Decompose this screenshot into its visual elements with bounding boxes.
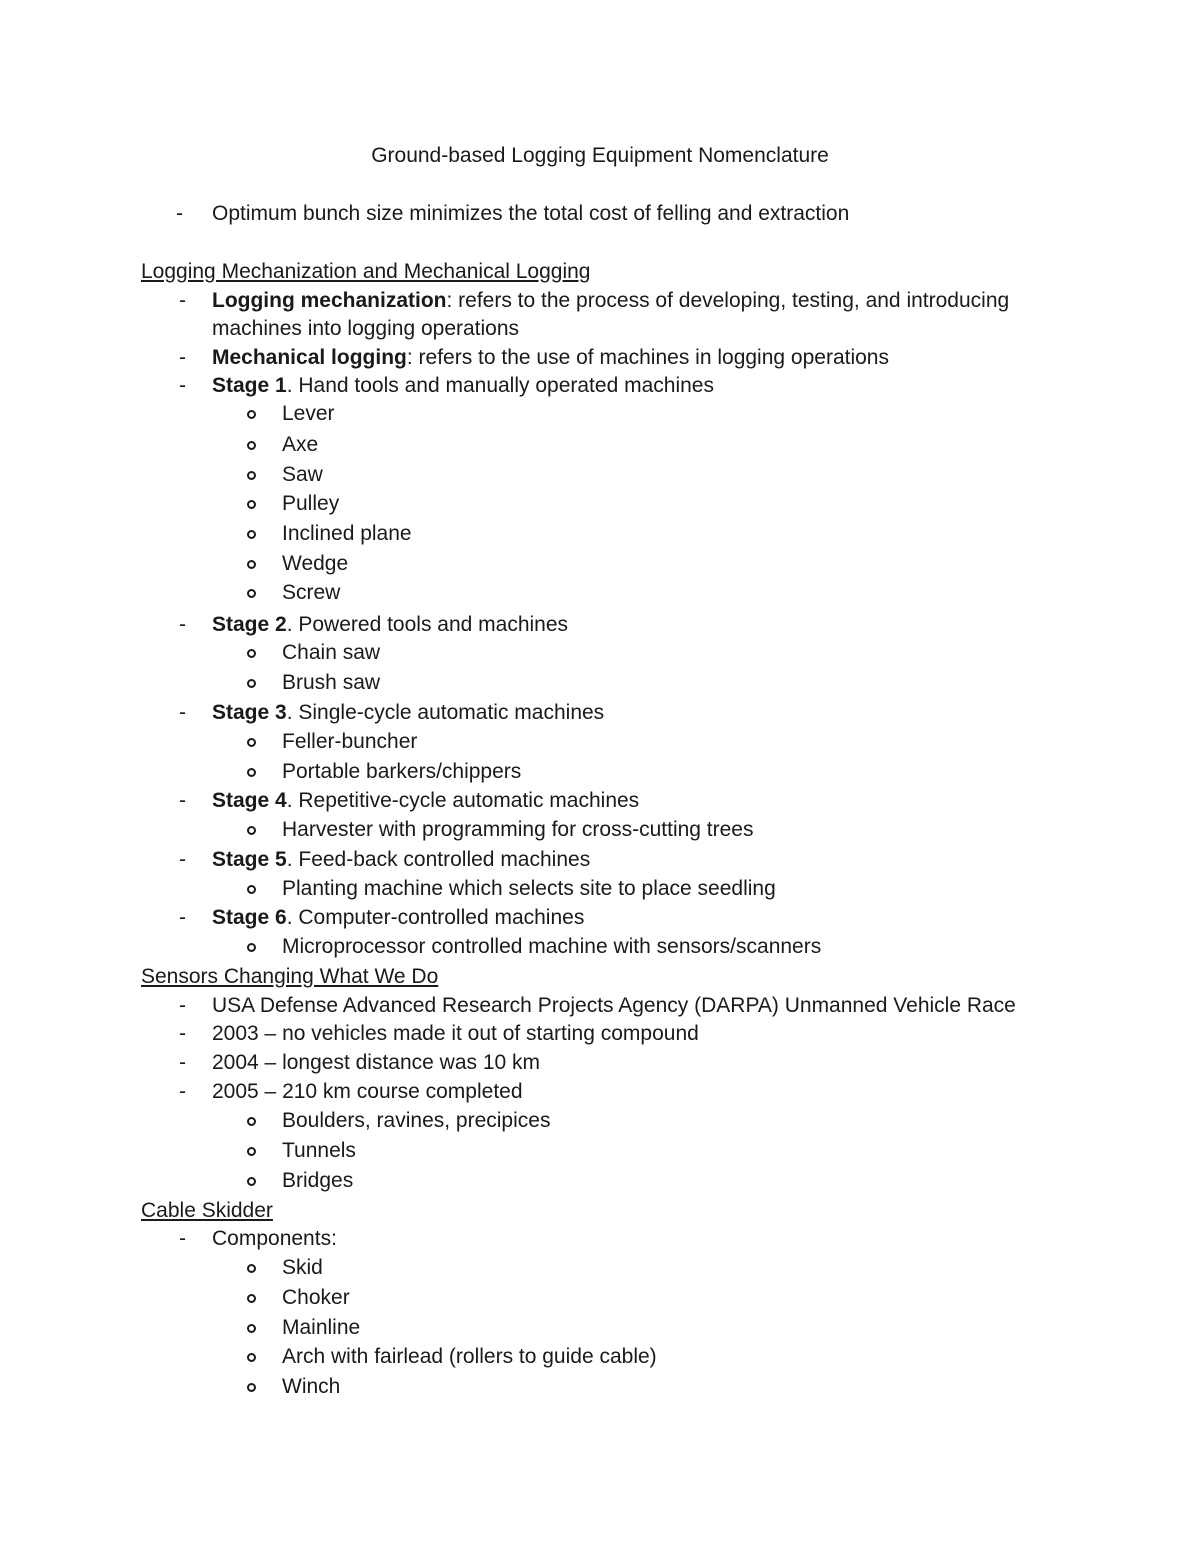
dash-marker: - [179,848,186,871]
circle-bullet-icon [247,738,256,747]
list-item: Stage 2. Powered tools and machines [212,613,569,636]
section-heading-mechanization: Logging Mechanization and Mechanical Logging [141,260,591,283]
list-item: Components: [212,1227,337,1250]
intro-text: Optimum bunch size minimizes the total cost of felling and extraction [212,202,850,225]
section-heading-sensors: Sensors Changing What We Do [141,965,439,988]
circle-bullet-icon [247,441,256,450]
list-item: USA Defense Advanced Research Projects Agency (DARPA) Unmanned Vehicle Race [212,994,1016,1017]
circle-bullet-icon [247,1177,256,1186]
circle-bullet-icon [247,1117,256,1126]
sub-list-item: Winch [282,1375,341,1398]
circle-bullet-icon [247,1383,256,1392]
dash-marker: - [179,1227,186,1250]
dash-marker: - [179,789,186,812]
circle-bullet-icon [247,1264,256,1273]
sub-list-item: Inclined plane [282,522,412,545]
document-title: Ground-based Logging Equipment Nomenclature [371,144,829,167]
dash-marker: - [179,994,186,1017]
circle-bullet-icon [247,410,256,419]
list-item: Logging mechanization: refers to the process of developing, testing, and introducing [212,289,1010,312]
sub-list-item: Arch with fairlead (rollers to guide cable) [282,1345,657,1368]
circle-bullet-icon [247,885,256,894]
list-item: 2003 – no vehicles made it out of starting compound [212,1022,699,1045]
circle-bullet-icon [247,649,256,658]
dash-marker: - [179,1080,186,1103]
circle-bullet-icon [247,679,256,688]
circle-bullet-icon [247,826,256,835]
sub-list-item: Skid [282,1256,323,1279]
sub-list-item: Pulley [282,492,340,515]
sub-list-item: Harvester with programming for cross-cutting trees [282,818,754,841]
sub-list-item: Portable barkers/chippers [282,760,522,783]
section-heading-skidder: Cable Skidder [141,1199,273,1222]
list-item: Stage 1. Hand tools and manually operated machines [212,374,714,397]
sub-list-item: Boulders, ravines, precipices [282,1109,551,1132]
list-item: Stage 5. Feed-back controlled machines [212,848,591,871]
sub-list-item: Saw [282,463,323,486]
sub-list-item: Mainline [282,1316,361,1339]
sub-list-item: Tunnels [282,1139,356,1162]
sub-list-item: Feller-buncher [282,730,418,753]
dash-marker: - [179,1022,186,1045]
circle-bullet-icon [247,530,256,539]
dash-marker: - [176,202,183,225]
circle-bullet-icon [247,500,256,509]
circle-bullet-icon [247,560,256,569]
dash-marker: - [179,374,186,397]
circle-bullet-icon [247,768,256,777]
circle-bullet-icon [247,589,256,598]
circle-bullet-icon [247,943,256,952]
dash-marker: - [179,906,186,929]
dash-marker: - [179,289,186,312]
circle-bullet-icon [247,1147,256,1156]
circle-bullet-icon [247,471,256,480]
list-item: Stage 6. Computer-controlled machines [212,906,585,929]
circle-bullet-icon [247,1324,256,1333]
sub-list-item: Chain saw [282,641,381,664]
sub-list-item: Choker [282,1286,350,1309]
sub-list-item: Planting machine which selects site to place seedling [282,877,776,900]
list-item: 2004 – longest distance was 10 km [212,1051,541,1074]
list-item: Stage 3. Single-cycle automatic machines [212,701,605,724]
dash-marker: - [179,613,186,636]
circle-bullet-icon [247,1353,256,1362]
sub-list-item: Axe [282,433,319,456]
list-item: Stage 4. Repetitive-cycle automatic machines [212,789,640,812]
list-item: Mechanical logging: refers to the use of machines in logging operations [212,346,889,369]
sub-list-item: Lever [282,402,335,425]
sub-list-item: Wedge [282,552,349,575]
dash-marker: - [179,701,186,724]
circle-bullet-icon [247,1294,256,1303]
list-item: 2005 – 210 km course completed [212,1080,523,1103]
dash-marker: - [179,1051,186,1074]
sub-list-item: Screw [282,581,341,604]
dash-marker: - [179,346,186,369]
sub-list-item: Bridges [282,1169,354,1192]
list-item-continuation: machines into logging operations [212,317,520,340]
sub-list-item: Microprocessor controlled machine with sensors/scanners [282,935,822,958]
sub-list-item: Brush saw [282,671,381,694]
